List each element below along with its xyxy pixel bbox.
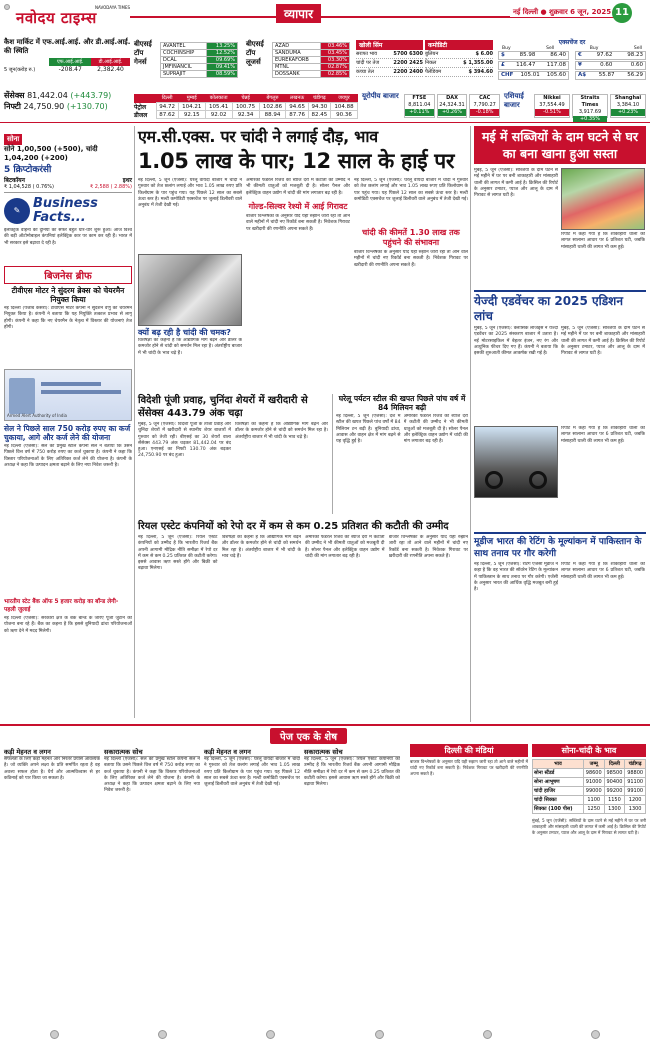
cont-head-1: कड़ी मेहनत व लगन <box>4 748 100 757</box>
index-value: 37,554.49 <box>539 102 565 108</box>
stock-name: DCAL <box>161 57 207 64</box>
index-value: 3,384.10 <box>616 102 640 108</box>
commodity-box <box>425 40 493 86</box>
petrol-price: 105.41 <box>205 103 232 111</box>
stock-row <box>273 57 350 64</box>
fii-date: 5 जून(करोड़ रु.) <box>4 66 36 73</box>
gold-rate-name: सोना स्टैंडर्ड <box>533 769 584 778</box>
sbi-text: नई दिल्ली (एजेंसी): सरकारी क्षेत्र के बैंक बॉन्ड के जरिए पूंजी जुटाने की योजना बना रहे हैं। बैंक का कहना है कि इससे बुनियादी ढांचा परियोजनाओं को ऋण देने में मदद मिलेगी। <box>4 616 132 634</box>
stock-name: EUREKAFORB <box>273 57 321 64</box>
gold-rate-name: सोना आभूषण <box>533 778 584 787</box>
hole-icon <box>266 1030 275 1039</box>
logo-sub: NAVODAYA TIMES <box>95 5 131 10</box>
stock-row <box>161 64 238 71</box>
diesel-price: 82.45 <box>308 111 330 119</box>
buy-rate: 0.60 <box>600 62 613 68</box>
index-value: 8,811.04 <box>408 102 431 108</box>
gold-rate-value: 90400 <box>604 778 625 787</box>
rate-name: सराफा भाव <box>356 51 378 57</box>
stock-name: MTNL <box>273 64 321 71</box>
stock-name: SANDUMA <box>273 50 321 57</box>
silver-col-2: अमेरिकी फेडरल रिजर्व की ब्याज दरों में कटौती की उम्मीद ने भी कीमती धातुओं को मजबूती दी है। सोलर पैनल और इलेक्ट्रिक वाहन उद्योग में चांदी की मांग लगातार बढ़ रही है। गोल्ड-सिल्वर रेश्यो में आई गिरावट बाजार विश्लेषकों के अनुसार यदि यही रुझान जारी रहा तो आने वाले महीनों में चांदी नए रिकॉर्ड बना सकती है। निवेशक गिरावट पर खरीदारी की रणनीति अपना सकते हैं। <box>246 178 350 232</box>
stock-change: 13.25% <box>207 43 238 50</box>
hole-icon <box>375 1030 384 1039</box>
index-name: FTSE <box>412 95 427 101</box>
gold-price-line: सोने 1,00,500 (+500), चांदी 1,04,200 (+200) <box>4 145 98 162</box>
fii-dii-box <box>4 38 132 86</box>
gold-rate-name: सिक्का (100 पीस) <box>533 805 584 814</box>
gold-rate-value: 99200 <box>604 787 625 796</box>
silver-col-1: नई दिल्ली, 5 जून (एजेंसी): घरेलू वायदा बाजार में चांदी ने गुरुवार को तेज छलांग लगाई और भाव 1.05 लाख रुपए प्रति किलोग्राम के पार पहुंच गया। यह पिछले 12 साल का सबसे ऊंचा स्तर है। मल्टी कमोडिटी एक्सचेंज पर जुलाई डिलीवरी वाले अनुबंध में तेजी देखी गई। क्यों बढ़ रही है चांदी की चमक? विशेषज्ञों का कहना है कि औद्योगिक मांग बढ़ने और डॉलर के कमजोर होने से चांदी को समर्थन मिल रहा है। अंतर्राष्ट्रीय बाजार में भी चांदी के भाव चढ़े हैं। <box>138 178 242 356</box>
gold-rates-title: सोना-चांदी के भाव <box>532 744 646 757</box>
index-value: 3,917.69 <box>578 109 602 115</box>
index-cell <box>572 94 608 122</box>
gold-col-head: चंडीगढ़ <box>625 760 646 769</box>
buy-rate: 55.87 <box>598 72 615 78</box>
diesel-price: 87.62 <box>156 111 178 119</box>
hole-icon <box>4 4 10 10</box>
page-number: 11 <box>612 3 632 23</box>
index-value: 7,790.27 <box>473 102 496 108</box>
gold-rate-value: 1100 <box>583 796 604 805</box>
stock-row <box>161 50 238 57</box>
silver-headline-1: एम.सी.एक्स. पर चांदी ने लगाई दौड़, भाव <box>138 127 378 146</box>
gold-rate-value: 99000 <box>583 787 604 796</box>
gold-col-head: भाव <box>533 760 584 769</box>
europe-indices <box>404 94 500 118</box>
index-cell <box>404 94 435 118</box>
city-name: बेंगलुरु <box>259 94 286 103</box>
gold-rate-value: 98500 <box>604 769 625 778</box>
city-name: मुम्बई <box>178 94 205 103</box>
rate-name: चांदी पर तेज <box>356 60 380 66</box>
city-name: दिल्ली <box>156 94 178 103</box>
exchange-row <box>498 51 569 60</box>
city-name: चंडीगढ़ <box>308 94 330 103</box>
hole-icon <box>50 1030 59 1039</box>
currency-symbol: ¥ <box>578 62 582 68</box>
sail-text: नई दिल्ली (एजेंसी): सेल की प्रमुख स्टील कंपनी सेल ने बताया कि उसने पिछले वित्त वर्ष में 750 करोड़ रुपए का कर्ज चुकाया है। कंपनी ने कहा कि विस्तार परियोजनाओं के लिए अतिरिक्त कर्ज लेने की योजना है। कंपनी के अध्यक्ष ने कहा कि उत्पादन क्षमता बढ़ाने के लिए नया निवेश जरूरी है। <box>4 444 132 468</box>
yezdi-headline: येज्दी एडवेंचर का 2025 एडिशन लांच <box>474 290 646 324</box>
cont-head-2: सकारात्मक सोच <box>104 748 200 757</box>
stock-change: 03.46% <box>320 43 350 50</box>
building-icon <box>9 378 35 414</box>
rate-name: बुलियन <box>425 51 439 57</box>
business-facts-title: ✎ Business Facts... <box>4 197 132 225</box>
petrol-price: 94.65 <box>286 103 308 111</box>
index-name: DAX <box>446 95 458 101</box>
index-change: +0.26% <box>438 109 467 116</box>
stock-change: 03.45% <box>320 50 350 57</box>
index-cell <box>610 94 646 118</box>
rate-row <box>356 50 423 59</box>
index-name: Straits Times <box>580 95 600 108</box>
gold-rate-name: चांदी हाजिर <box>533 787 584 796</box>
business-brief-title: बिजनेस ब्रीफ <box>4 266 132 284</box>
stock-change: 12.52% <box>207 50 238 57</box>
sell-rate: 56.29 <box>627 72 643 78</box>
commodity-title: कमोडिटी <box>425 40 493 50</box>
delhi-mandi-title: दिल्ली की मंडियां <box>410 744 528 757</box>
rate-value: 5700 6300 <box>393 51 423 57</box>
dateline: नई दिल्ली ● शुक्रवार 6 जून, 2025 <box>510 8 614 17</box>
exchange-row <box>575 71 646 80</box>
brief-text: नई दिल्ली (पंजाब केसरी): टीवीएस मोटर कंपनी ने सुदर्शन वेणु को चेयरमैन नियुक्त किया है। कंपनी ने बताया कि यह नियुक्ति तत्काल प्रभाव से लागू होगी। कंपनी ने कहा कि नए चेयरमैन के नेतृत्व में विस्तार की योजनाएं तेज होंगी। <box>4 306 132 330</box>
index-change: +0.11% <box>405 109 434 116</box>
exchange-row <box>498 71 569 80</box>
stock-name: AZAD <box>273 43 321 50</box>
diesel-price: 92.34 <box>232 111 259 119</box>
city-name: लखनऊ <box>286 94 308 103</box>
delhi-mandi-text: बाजार विश्लेषकों के अनुसार यदि यही रुझान जारी रहा तो आने वाले महीनों में चांदी नए रिकॉर्ड बना सकती है। निवेशक गिरावट पर खरीदारी की रणनीति अपना सकते हैं। <box>410 759 528 776</box>
gold-silver-ratio-sub: गोल्ड-सिल्वर रेश्यो में आई गिरावट <box>248 202 348 211</box>
city-name: जयपुर <box>330 94 357 103</box>
fii-label: एफ.आई.आई. <box>49 58 91 66</box>
stock-change: 08.59% <box>207 71 238 78</box>
fpi-headline: विदेशी पूंजी प्रवाह, चुनिंदा शेयरों में खरीदारी से सेंसेक्स 443.79 अंक चढ़ा <box>138 395 308 419</box>
realestate-headline: रियल एस्टेट कंपनियों को रेपो दर में कम से कम 0.25 प्रतिशत की कटौती की उम्मीद <box>138 521 449 532</box>
gold-price-label: सोना <box>4 134 22 145</box>
stock-change: 09.41% <box>207 64 238 71</box>
business-facts-text: इलेक्ट्रिक वाहनों की दुनिया का सफर बहुत धीरे-धीरे शुरू हुआ। आज विश्व की बड़ी ऑटोमोबाइल कंपनियां इलेक्ट्रिक कार पर काम कर रही हैं। भारत में भी सरकार इसे बढ़ावा दे रही है। <box>4 228 132 246</box>
gold-rate-value: 1300 <box>604 805 625 814</box>
brief-headline: टीवीएस मोटर ने सुंदरम ब्रेक्स को चेयरमैन नियुक्त किया <box>11 286 125 304</box>
gold-rates-table <box>532 759 646 814</box>
margin-holes <box>0 1030 650 1040</box>
silver-col-3: नई दिल्ली, 5 जून (एजेंसी): घरेलू वायदा बाजार में चांदी ने गुरुवार को तेज छलांग लगाई और भाव 1.05 लाख रुपए प्रति किलोग्राम के पार पहुंच गया। यह पिछले 12 साल का सबसे ऊंचा स्तर है। मल्टी कमोडिटी एक्सचेंज पर जुलाई डिलीवरी वाले अनुबंध में तेजी देखी गई। चांदी की कीमतें 1.30 लाख तक पहुंचने की संभावना बाजार विश्लेषकों के अनुसार यदि यही रुझान जारी रहा तो आने वाले महीनों में चांदी नए रिकॉर्ड बना सकती है। निवेशक गिरावट पर खरीदारी की रणनीति अपना सकते हैं। <box>354 178 468 268</box>
gold-box <box>356 40 423 86</box>
silver-target-sub: चांदी की कीमतें 1.30 लाख तक पहुंचने की संभावना <box>362 228 460 247</box>
city-name: चेन्नई <box>232 94 259 103</box>
stock-change: 02.85% <box>320 71 350 78</box>
exchange-row <box>575 61 646 70</box>
gold-rate-row <box>533 769 646 778</box>
motorcycle-photo <box>474 426 558 498</box>
stock-change: 09.69% <box>207 57 238 64</box>
exchange-row <box>498 61 569 70</box>
stock-row <box>161 43 238 50</box>
fuel-table: दिल्ली मुम्बई कोलकाता चेन्नई बेंगलुरु लखनऊ चंडीगढ़ जयपुर पेट्रोल 94.72 104.21 105.41 100.75 102.86 94.65 94.30 104.88 डीजल 87.62 92.15 92.02 92.34 88.94 87.76 82.45 90.36 <box>134 94 358 119</box>
sell-rate: 105.60 <box>546 72 566 78</box>
sell-rate: 0.60 <box>630 62 643 68</box>
exchange-box: एक्सचेंज दर Buy Sell Buy Sell $ 85.98 86.40 € 97.62 98.23 £ 116.47 117.08 ¥ 0.60 0.60 CHF 105.01 105.60 A$ 55.87 56.29 <box>498 38 646 88</box>
ad-caption: Armed Alert Authority of India <box>7 413 67 418</box>
index-name: CAC <box>479 95 491 101</box>
hole-icon <box>158 1030 167 1039</box>
diesel-price: 92.02 <box>205 111 232 119</box>
currency-symbol: A$ <box>578 72 587 78</box>
gold-rate-row <box>533 778 646 787</box>
currency-symbol: CHF <box>501 72 514 78</box>
section-tab: व्यापार <box>276 4 321 23</box>
diesel-price: 92.15 <box>178 111 205 119</box>
right-column: मई में सब्जियों के दाम घटने से घर का बना खाना हुआ सस्ता मुंबई, 5 जून (एजेंसी): सब्जियों के दाम घटने से मई महीने में घर पर बनी शाकाहारी और मांसाहारी थाली की लागत में कमी आई है। क्रिसिल की रिपोर्ट के अनुसार टमाटर, प्याज और आलू के दाम में गिरावट से लागत घटी है। रिपोर्ट में कहा गया है कि शाकाहारी थाली की लागत सालाना आधार पर 6 प्रतिशत घटी, जबकि मांसाहारी थाली की लागत भी कम हुई। येज्दी एडवेंचर का 2025 एडिशन लांच मुंबई, 5 जून (एजेंसी): क्लासिक लीजेंड्स ने येज्दी एडवेंचर का 2025 संस्करण बाजार में उतारा है। नई मोटरसाइकिल में बेहतर इंजन, नए रंग और आधुनिक फीचर दिए गए हैं। कंपनी ने बताया कि इसकी शुरुआती कीमत आकर्षक रखी गई है। मुंबई, 5 जून (एजेंसी): सब्जियों के दाम घटने से मई महीने में घर पर बनी शाकाहारी और मांसाहारी थाली की लागत में कमी आई है। क्रिसिल की रिपोर्ट के अनुसार टमाटर, प्याज और आलू के दाम में गिरावट से लागत घटी है। रिपोर्ट में कहा गया है कि शाकाहारी थाली की लागत सालाना आधार पर 6 प्रतिशत घटी, जबकि मांसाहारी थाली की लागत भी कम हुई। मूडीज भारत की रेटिंग के मूल्यांकन में पाकिस्तान के साथ तनाव पर गौर करेगी नई दिल्ली, 5 जून (एजेंसी): रेटिंग एजेंसी मूडीज ने कहा है कि वह भारत की सॉवरेन रेटिंग के मूल्यांकन में पाकिस्तान के साथ तनाव पर गौर करेगी। एजेंसी के अनुसार भारत की आर्थिक वृद्धि मजबूत बनी हुई है। रिपोर्ट में कहा गया है कि शाकाहारी थाली की लागत सालाना आधार पर 6 प्रतिशत घटी, जबकि मांसाहारी थाली की लागत भी कम हुई। <box>474 126 646 722</box>
gold-rate-name: चांदी सिक्का <box>533 796 584 805</box>
gainers-label: बीएसई टॉप गेनर्स <box>134 40 152 66</box>
index-change: +0.35% <box>573 116 607 123</box>
index-change: +0.23% <box>611 109 645 116</box>
nifty-change: (+130.70) <box>66 102 108 111</box>
dii-label: डी.आई.आई. <box>91 58 130 66</box>
petrol-price: 94.72 <box>156 103 178 111</box>
rate-row <box>425 59 493 68</box>
rate-value: 2200 2425 <box>393 60 423 66</box>
hole-icon <box>483 1030 492 1039</box>
buy-rate: 105.01 <box>520 72 540 78</box>
stock-row <box>273 64 350 71</box>
sensex-value: 81,442.04 <box>27 91 68 100</box>
gold-rate-value: 91100 <box>625 778 646 787</box>
stock-name: COCHINSHIP <box>161 50 207 57</box>
vegetable-headline: मई में सब्जियों के दाम घटने से घर का बना खाना हुआ सस्ता <box>474 126 646 164</box>
exchange-row <box>575 51 646 60</box>
index-name: Shanghai <box>614 95 642 101</box>
currency-symbol: $ <box>501 52 505 58</box>
stock-name: DOSSANK <box>273 71 321 78</box>
index-cell <box>469 94 500 118</box>
rate-value: $ 394.60 <box>468 69 493 75</box>
petrol-price: 104.21 <box>178 103 205 111</box>
petrol-price: 102.86 <box>259 103 286 111</box>
crypto-values: ₹ 1,04,528 ( 0.76%) ₹ 2,588 ( 2.88%) <box>4 184 132 193</box>
stock-row <box>273 43 350 50</box>
petrol-price: 100.75 <box>232 103 259 111</box>
left-column <box>4 126 132 718</box>
gold-rate-value: 1200 <box>625 796 646 805</box>
steel-story: घरेलू पर्यटन स्टील की खपत पिछले पांच वर्ष में 84 मिलियन बढ़ी नई दिल्ली, 5 जून (एजेंसी): देश में स्टील की खपत पिछले पांच वर्षों में 84 मिलियन टन बढ़ी है। बुनियादी ढांचा, आवास और वाहन क्षेत्र में मांग बढ़ने से यह वृद्धि हुई है। अमेरिकी फेडरल रिजर्व की ब्याज दरों में कटौती की उम्मीद ने भी कीमती धातुओं को मजबूती दी है। सोलर पैनल और इलेक्ट्रिक वाहन उद्योग में चांदी की मांग लगातार बढ़ रही है। <box>332 394 468 514</box>
nifty-label: निफ्टी <box>4 102 21 111</box>
stock-row <box>161 71 238 78</box>
gold-rate-value: 1250 <box>583 805 604 814</box>
silver-qa: क्यों बढ़ रही है चांदी की चमक? <box>138 328 231 337</box>
steel-headline: घरेलू पर्यटन स्टील की खपत पिछले पांच वर्ष में 84 मिलियन बढ़ी <box>338 394 466 412</box>
gold-rate-value: 99100 <box>625 787 646 796</box>
market-rates-area: दिल्ली की मंडियां बाजार विश्लेषकों के अनुसार यदि यही रुझान जारी रहा तो आने वाले महीनों में चांदी नए रिकॉर्ड बना सकती है। निवेशक गिरावट पर खरीदारी की रणनीति अपना सकते हैं। सोना-चांदी के भाव भाव जम्मू दिल्ली चंडीगढ़ सोना स्टैंडर्ड 98600 98500 98800 सोना आभूषण 91000 90400 91100 चांदी हाजिर 99000 99200 99100 चांदी सिक्का 1100 1150 1200 सिक्का (100 पीस) 1250 1300 1300 मुंबई, 5 जून (एजेंसी): सब्जियों के दाम घटने से मई महीने में घर पर बनी शाकाहारी और मांसाहारी थाली की लागत में कमी आई है। क्रिसिल की रिपोर्ट के अनुसार टमाटर, प्याज और आलू के दाम में गिरावट से लागत घटी है। <box>410 744 646 1038</box>
cont-head-3: कड़ी मेहनत व लगन <box>204 748 300 757</box>
stock-change: 03.30% <box>320 57 350 64</box>
rate-value: $ 1,355.00 <box>463 60 493 66</box>
vegetables-photo <box>561 168 645 230</box>
gold-col-head: जम्मू <box>583 760 604 769</box>
ad-image <box>4 369 132 421</box>
dii-value: 2,382.40 <box>97 66 124 73</box>
exchange-title: एक्सचेंज दर <box>558 39 586 46</box>
diesel-price: 88.94 <box>259 111 286 119</box>
lightbulb-icon: ✎ <box>4 198 30 224</box>
rate-row <box>356 68 423 77</box>
silver-headline-2: 1.05 लाख के पार; 12 साल के हाई पर <box>138 149 455 173</box>
gold-rate-value: 98800 <box>625 769 646 778</box>
sail-headline: सेल ने पिछले साल 750 करोड़ रुपए का कर्ज चुकाया, आगे और कर्ज लेने की योजना <box>4 424 131 442</box>
index-change: -0.51% <box>535 109 569 116</box>
diesel-price: 87.76 <box>286 111 308 119</box>
silver-bars-photo <box>138 254 242 326</box>
petrol-price: 94.30 <box>308 103 330 111</box>
buy-rate: 97.62 <box>596 52 613 58</box>
sbi-headline: भारतीय स्टेट बैंक ऑफ 5 हजार करोड़ का बॉन्ड लेगी- पहली जुलाई <box>4 599 119 613</box>
petrol-price: 104.88 <box>330 103 357 111</box>
hole-icon <box>591 1030 600 1039</box>
index-change: -0.18% <box>470 109 499 116</box>
cont-head-4: सकारात्मक सोच <box>304 748 400 757</box>
stock-name: SUPRAJIT <box>161 71 207 78</box>
nifty-value: 24,750.90 <box>23 102 65 111</box>
gold-col-head: दिल्ली <box>604 760 625 769</box>
sell-rate: 117.08 <box>546 62 566 68</box>
currency-symbol: € <box>578 52 582 58</box>
sensex-change: (+443.79) <box>70 91 112 100</box>
index-value: 24,324.31 <box>439 102 465 108</box>
rate-name: कच्चा तेल <box>356 69 375 75</box>
stock-row <box>161 57 238 64</box>
europe-label: यूरोपीय बाजार <box>362 92 399 100</box>
gainers-table <box>160 42 238 78</box>
sensex-label: सेंसेक्स <box>4 91 25 100</box>
fii-headline: कैश मार्किट में एफ.आई.आई. और डी.आई.आई. की स्थिति <box>4 38 131 55</box>
asia-indices <box>534 94 646 122</box>
stock-name: AVANTEL <box>161 43 207 50</box>
index-name: Nikkei <box>543 95 561 101</box>
gold-rate-row <box>533 796 646 805</box>
buy-rate: 85.98 <box>519 52 536 58</box>
index-box <box>4 90 132 120</box>
gold-rate-value: 98600 <box>583 769 604 778</box>
rate-value: $ 6.00 <box>475 51 493 57</box>
stock-row <box>273 71 350 78</box>
stock-change: 02.87% <box>320 64 350 71</box>
stock-row <box>273 50 350 57</box>
logo: नवोदय टाइम्स <box>16 9 97 27</box>
main-column: एम.सी.एक्स. पर चांदी ने लगाई दौड़, भाव 1.05 लाख के पार; 12 साल के हाई पर नई दिल्ली, 5 जून (एजेंसी): घरेलू वायदा बाजार में चांदी ने गुरुवार को तेज छलांग लगाई और भाव 1.05 लाख रुपए प्रति किलोग्राम के पार पहुंच गया। यह पिछले 12 साल का सबसे ऊंचा स्तर है। मल्टी कमोडिटी एक्सचेंज पर जुलाई डिलीवरी वाले अनुबंध में तेजी देखी गई। क्यों बढ़ रही है चांदी की चमक? विशेषज्ञों का कहना है कि औद्योगिक मांग बढ़ने और डॉलर के कमजोर होने से चांदी को समर्थन मिल रहा है। अंतर्राष्ट्रीय बाजार में भी चांदी के भाव चढ़े हैं। अमेरिकी फेडरल रिजर्व की ब्याज दरों में कटौती की उम्मीद ने भी कीमती धातुओं को मजबूती दी है। सोलर पैनल और इलेक्ट्रिक वाहन उद्योग में चांदी की मांग लगातार बढ़ रही है। गोल्ड-सिल्वर रेश्यो में आई गिरावट बाजार विश्लेषकों के अनुसार यदि यही रुझान जारी रहा तो आने वाले महीनों में चांदी नए रिकॉर्ड बना सकती है। निवेशक गिरावट पर खरीदारी की रणनीति अपना सकते हैं। नई दिल्ली, 5 जून (एजेंसी): घरेलू वायदा बाजार में चांदी ने गुरुवार को तेज छलांग लगाई और भाव 1.05 लाख रुपए प्रति किलोग्राम के पार पहुंच गया। यह पिछले 12 साल का सबसे ऊंचा स्तर है। मल्टी कमोडिटी एक्सचेंज पर जुलाई डिलीवरी वाले अनुबंध में तेजी देखी गई। चांदी की कीमतें 1.30 लाख तक पहुंचने की संभावना बाजार विश्लेषकों के अनुसार यदि यही रुझान जारी रहा तो आने वाले महीनों में चांदी नए रिकॉर्ड बना सकती है। निवेशक गिरावट पर खरीदारी की रणनीति अपना सकते हैं। विदेशी पूंजी प्रवाह, चुनिंदा शेयरों में खरीदारी से सेंसेक्स 443.79 अंक चढ़ा मुंबई, 5 जून (एजेंसी): विदेशी पूंजी के ताजा प्रवाह और चुनिंदा शेयरों में खरीदारी से स्थानीय शेयर बाजारों में गुरुवार को तेजी रही। बीएसई का 30 शेयरों वाला सेंसेक्स 443.79 अंक चढ़कर 81,442.04 पर बंद हुआ। एनएसई का निफ्टी 130.70 अंक बढ़कर 24,750.90 पर बंद हुआ। विशेषज्ञों का कहना है कि औद्योगिक मांग बढ़ने और डॉलर के कमजोर होने से चांदी को समर्थन मिल रहा है। अंतर्राष्ट्रीय बाजार में भी चांदी के भाव चढ़े हैं। घरेलू पर्यटन स्टील की खपत पिछले पांच वर्ष में 84 मिलियन बढ़ी नई दिल्ली, 5 जून (एजेंसी): देश में स्टील की खपत पिछले पांच वर्षों में 84 मिलियन टन बढ़ी है। बुनियादी ढांचा, आवास और वाहन क्षेत्र में मांग बढ़ने से यह वृद्धि हुई है। अमेरिकी फेडरल रिजर्व की ब्याज दरों में कटौती की उम्मीद ने भी कीमती धातुओं को मजबूती दी है। सोलर पैनल और इलेक्ट्रिक वाहन उद्योग में चांदी की मांग लगातार बढ़ रही है। रियल एस्टेट कंपनियों को रेपो दर में कम से कम 0.25 प्रतिशत की कटौती की उम्मीद नई दिल्ली, 5 जून (एजेंसी): रियल एस्टेट कंपनियों को उम्मीद है कि भारतीय रिजर्व बैंक अपनी आगामी मौद्रिक नीति समीक्षा में रेपो दर में कम से कम 0.25 प्रतिशत की कटौती करेगा। इससे आवास ऋण सस्ते होंगे और बिक्री को बढ़ावा मिलेगा। विशेषज्ञों का कहना है कि औद्योगिक मांग बढ़ने और डॉलर के कमजोर होने से चांदी को समर्थन मिल रहा है। अंतर्राष्ट्रीय बाजार में भी चांदी के भाव चढ़े हैं। अमेरिकी फेडरल रिजर्व की ब्याज दरों में कटौती की उम्मीद ने भी कीमती धातुओं को मजबूती दी है। सोलर पैनल और इलेक्ट्रिक वाहन उद्योग में चांदी की मांग लगातार बढ़ रही है। बाजार विश्लेषकों के अनुसार यदि यही रुझान जारी रहा तो आने वाले महीनों में चांदी नए रिकॉर्ड बना सकती है। निवेशक गिरावट पर खरीदारी की रणनीति अपना सकते हैं। <box>138 127 468 572</box>
fpi-story: विदेशी पूंजी प्रवाह, चुनिंदा शेयरों में खरीदारी से सेंसेक्स 443.79 अंक चढ़ा मुंबई, 5 जून (एजेंसी): विदेशी पूंजी के ताजा प्रवाह और चुनिंदा शेयरों में खरीदारी से स्थानीय शेयर बाजारों में गुरुवार को तेजी रही। बीएसई का 30 शेयरों वाला सेंसेक्स 443.79 अंक चढ़कर 81,442.04 पर बंद हुआ। एनएसई का निफ्टी 130.70 अंक बढ़कर 24,750.90 पर बंद हुआ। विशेषज्ञों का कहना है कि औद्योगिक मांग बढ़ने और डॉलर के कमजोर होने से चांदी को समर्थन मिल रहा है। अंतर्राष्ट्रीय बाजार में भी चांदी के भाव चढ़े हैं। <box>138 395 328 459</box>
crypto-names: बिटकॉयन इथर <box>4 177 132 184</box>
losers-table <box>272 42 350 78</box>
crypto-title: 5 क्रिप्टोकरंसी <box>4 165 52 175</box>
index-cell <box>437 94 468 118</box>
rate-row <box>425 68 493 77</box>
gold-rate-row <box>533 787 646 796</box>
gold-rate-value: 91000 <box>583 778 604 787</box>
stock-name: JMFINANCIL <box>161 64 207 71</box>
gold-rate-value: 1300 <box>625 805 646 814</box>
gold-rate-row <box>533 805 646 814</box>
masthead <box>0 0 650 32</box>
rate-name: पैलेडियम <box>425 69 442 75</box>
losers-label: बीएसई टॉप लूजर्स <box>246 40 264 66</box>
sell-rate: 86.40 <box>550 52 566 58</box>
gold-title: खोली सिंम <box>356 40 423 50</box>
continued-columns: कड़ी मेहनत व लगन सफलता के लिए कड़ी मेहनत और निरंतर प्रयास आवश्यक है। जो व्यक्ति अपने लक्ष्य के प्रति समर्पित रहता है वह अवश्य सफल होता है। धैर्य और आत्मविश्वास से हर कठिनाई को पार किया जा सकता है। सकारात्मक सोच नई दिल्ली (एजेंसी): सेल की प्रमुख स्टील कंपनी सेल ने बताया कि उसने पिछले वित्त वर्ष में 750 करोड़ रुपए का कर्ज चुकाया है। कंपनी ने कहा कि विस्तार परियोजनाओं के लिए अतिरिक्त कर्ज लेने की योजना है। कंपनी के अध्यक्ष ने कहा कि उत्पादन क्षमता बढ़ाने के लिए नया निवेश जरूरी है। कड़ी मेहनत व लगन नई दिल्ली, 5 जून (एजेंसी): घरेलू वायदा बाजार में चांदी ने गुरुवार को तेज छलांग लगाई और भाव 1.05 लाख रुपए प्रति किलोग्राम के पार पहुंच गया। यह पिछले 12 साल का सबसे ऊंचा स्तर है। मल्टी कमोडिटी एक्सचेंज पर जुलाई डिलीवरी वाले अनुबंध में तेजी देखी गई। सकारात्मक सोच नई दिल्ली, 5 जून (एजेंसी): रियल एस्टेट कंपनियों को उम्मीद है कि भारतीय रिजर्व बैंक अपनी आगामी मौद्रिक नीति समीक्षा में रेपो दर में कम से कम 0.25 प्रतिशत की कटौती करेगा। इससे आवास ऋण सस्ते होंगे और बिक्री को बढ़ावा मिलेगा। <box>4 748 400 794</box>
currency-symbol: £ <box>501 62 505 68</box>
rate-name: निकल <box>425 60 437 66</box>
rate-row <box>356 59 423 68</box>
gold-rate-value: 1150 <box>604 796 625 805</box>
fii-value: -208.47 <box>58 66 82 73</box>
sell-rate: 98.23 <box>627 52 643 58</box>
diesel-price: 90.36 <box>330 111 357 119</box>
buy-rate: 116.47 <box>516 62 536 68</box>
asia-label: एशियाई बाजार <box>504 92 524 109</box>
city-name: कोलकाता <box>205 94 232 103</box>
index-cell <box>534 94 570 118</box>
rate-value: 2200 2400 <box>393 69 423 75</box>
continued-banner: पेज एक के शेष <box>270 728 347 744</box>
moodys-headline: मूडीज भारत की रेटिंग के मूल्यांकन में पाकिस्तान के साथ तनाव पर गौर करेगी <box>474 532 646 560</box>
rate-row <box>425 50 493 59</box>
